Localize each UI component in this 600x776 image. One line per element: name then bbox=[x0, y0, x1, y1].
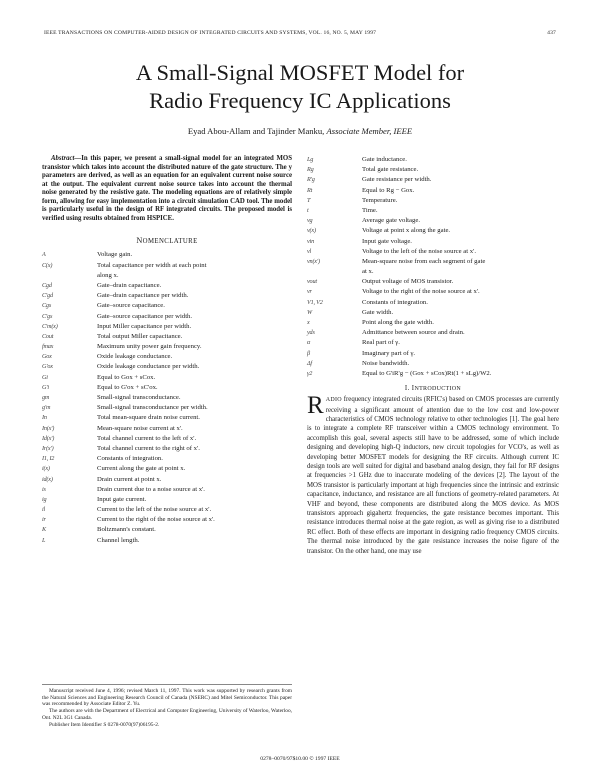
nomenclature-symbol: ig bbox=[42, 495, 47, 503]
nomenclature-symbol: vl bbox=[307, 247, 312, 255]
title-line-1: A Small-Signal MOSFET Model for bbox=[135, 60, 465, 85]
nomenclature-definition: along x. bbox=[97, 271, 119, 279]
nomenclature-symbol: il bbox=[42, 506, 46, 514]
nomenclature-symbol: Δf bbox=[307, 359, 312, 367]
nomenclature-item bbox=[42, 332, 292, 342]
nomenclature-symbol: C'gs bbox=[42, 312, 53, 320]
nomenclature-symbol: C'gd bbox=[42, 292, 53, 300]
dropcap: R bbox=[307, 392, 324, 420]
nomenclature-symbol: vr bbox=[307, 288, 312, 296]
nomenclature-definition: Voltage at point x along the gate. bbox=[362, 227, 451, 235]
nomenclature-symbol: gm bbox=[42, 394, 50, 401]
nomenclature-symbol: Cgd bbox=[42, 281, 52, 289]
nomenclature-symbol: A bbox=[42, 251, 46, 259]
nomenclature-symbol: is bbox=[42, 485, 46, 493]
nomenclature-definition: Maximum unity power gain frequency. bbox=[97, 343, 202, 351]
nomenclature-symbol: R'g bbox=[307, 176, 315, 184]
nomenclature-item bbox=[307, 247, 559, 257]
nomenclature-definition: Small-signal transconductance per width. bbox=[97, 404, 208, 412]
page-number: 437 bbox=[547, 30, 556, 36]
nomenclature-definition: Equal to Rg − Gox. bbox=[362, 186, 415, 194]
nomenclature-symbol: vn(x') bbox=[307, 257, 320, 265]
nomenclature-heading: NOMENCLATURE bbox=[136, 236, 198, 246]
nomenclature-definition: Equal to G'iR'g − (Gox + sCox)Rt(1 + sLg)/W2. bbox=[362, 369, 492, 377]
nomenclature-definition: Constants of integration. bbox=[97, 455, 163, 463]
nomenclature-item bbox=[307, 206, 559, 216]
nomenclature-item bbox=[307, 186, 559, 196]
nomenclature-item bbox=[307, 328, 559, 338]
nomenclature-symbol: Lg bbox=[307, 156, 314, 163]
nomenclature-item bbox=[307, 277, 559, 287]
nomenclature-item bbox=[42, 250, 292, 260]
nomenclature-item bbox=[42, 362, 292, 372]
nomenclature-definition: Output voltage of MOS transistor. bbox=[362, 278, 454, 286]
right-column bbox=[307, 155, 559, 556]
nomenclature-item bbox=[307, 155, 559, 165]
nomenclature-definition: Equal to Gox + sCox. bbox=[97, 373, 156, 381]
nomenclature-definition: Total channel current to the left of x'. bbox=[97, 434, 197, 442]
nomenclature-definition: Gate inductance. bbox=[362, 156, 407, 163]
nomenclature-item bbox=[42, 464, 292, 474]
nomenclature-symbol: α bbox=[307, 339, 311, 347]
nomenclature-definition: Admittance between source and drain. bbox=[362, 329, 465, 337]
nomenclature-symbol: γ2 bbox=[307, 369, 313, 377]
nomenclature-definition: at x. bbox=[362, 268, 374, 276]
nomenclature-symbol: Rt bbox=[307, 186, 313, 194]
author-names: Eyad Abou-Allam and Tajinder Manku, bbox=[187, 126, 325, 136]
nomenclature-item bbox=[42, 281, 292, 291]
nomenclature-definition: Imaginary part of γ. bbox=[362, 349, 416, 357]
nomenclature-item bbox=[307, 226, 559, 236]
journal-citation: IEEE TRANSACTIONS ON COMPUTER-AIDED DESIGN OF INTEGRATED CIRCUITS AND SYSTEMS, VOL. 16, NO. 5, MAY 1997 bbox=[44, 30, 377, 36]
nomenclature-definition: Small-signal transconductance. bbox=[97, 394, 181, 401]
footnote-rule bbox=[42, 684, 292, 685]
nomenclature-symbol: id(x) bbox=[42, 475, 53, 483]
nomenclature-definition: Point along the gate width. bbox=[362, 319, 434, 326]
nomenclature-item bbox=[307, 175, 559, 185]
nomenclature-item bbox=[42, 485, 292, 495]
nomenclature-item bbox=[307, 196, 559, 206]
nomenclature-item bbox=[42, 413, 292, 423]
nomenclature-symbol: Rg bbox=[307, 166, 314, 174]
nomenclature-item bbox=[307, 308, 559, 318]
nomenclature-item bbox=[42, 495, 292, 505]
nomenclature-symbol: i(x) bbox=[42, 465, 50, 473]
nomenclature-definition: Drain current at point x. bbox=[97, 475, 162, 483]
introduction-text: RADIO frequency integrated circuits (RFIC's) based on CMOS processes are currently receiving a significant amount of attention due to the low cost and low-power characteristics of CMOS technology relative to other technologies [1]. The goal here is to integrate a complete RF transceiver within a CMOS technology environment. To accomplish this goal, several aspects still have to be addressed, some of which include designing and developing high-Q inductors, new circuit topologies for VCO's, as well as developing better MOSFET models for designing the RF circuits. Although current IC design tools are well suited for digital and baseband analog design, they fail for RF designs at frequencies >1 GHz due to inaccurate modeling of the devices [2]. The layout of the MOS transistor is particularly important at high frequencies since the intrinsic and extrinsic capacitance, inductance, and resistance are all functions of geometry-related parameters. At VHF and beyond, these components are distributed along the MOS device. As MOS transistors approach gigahertz frequencies, the gate resistance becomes important. This resistance introduces thermal noise at the gate region, as well as giving rise to a distributed RC effect. Both of these effects are important in designing radio frequency CMOS circuits. The thermal noise introduced by the gate resistance increases the noise figure of the transistor. On the other hand, one may use bbox=[307, 392, 560, 555]
nomenclature-definition: Temperature. bbox=[362, 196, 398, 204]
nomenclature-symbol bbox=[307, 267, 362, 277]
left-column bbox=[42, 155, 292, 546]
nomenclature-symbol: v(x) bbox=[307, 227, 316, 235]
nomenclature-definition: Voltage to the left of the noise source at x'. bbox=[362, 247, 476, 255]
nomenclature-definition: Gate–source capacitance. bbox=[97, 302, 165, 310]
nomenclature-symbol: β bbox=[307, 349, 310, 357]
nomenclature-item bbox=[307, 359, 559, 369]
nomenclature-symbol: ir bbox=[42, 516, 46, 524]
nomenclature-symbol: vin bbox=[307, 237, 314, 245]
nomenclature-item bbox=[307, 257, 559, 267]
nomenclature-symbol: G'ox bbox=[42, 363, 53, 371]
nomenclature-item bbox=[42, 352, 292, 362]
nomenclature-definition: Total channel current to the right of x'. bbox=[97, 444, 200, 452]
nomenclature-item bbox=[42, 291, 292, 301]
nomenclature-symbol: x bbox=[307, 319, 310, 326]
nomenclature-item bbox=[42, 271, 292, 281]
nomenclature-symbol: Cout bbox=[42, 332, 54, 340]
nomenclature-item bbox=[42, 475, 292, 485]
nomenclature-item bbox=[307, 338, 559, 348]
nomenclature-symbol: G'i bbox=[42, 383, 49, 391]
nomenclature-symbol: Gi bbox=[42, 373, 48, 381]
nomenclature-definition: Current along the gate at point x. bbox=[97, 465, 186, 473]
nomenclature-item bbox=[42, 536, 292, 546]
nomenclature-definition: Input gate current. bbox=[97, 495, 147, 503]
nomenclature-symbol: In bbox=[42, 414, 47, 422]
nomenclature-symbol: L bbox=[42, 536, 46, 544]
nomenclature-definition: Gate–source capacitance per width. bbox=[97, 312, 193, 320]
nomenclature-item bbox=[307, 165, 559, 175]
nomenclature-definition: Gate width. bbox=[362, 308, 394, 316]
nomenclature-definition: Noise bandwidth. bbox=[362, 359, 410, 367]
nomenclature-definition: Average gate voltage. bbox=[362, 217, 420, 225]
nomenclature-list-left bbox=[42, 250, 292, 545]
nomenclature-definition: Voltage gain. bbox=[97, 251, 133, 259]
nomenclature-definition: Mean-square noise current at x'. bbox=[97, 424, 183, 432]
nomenclature-item bbox=[42, 424, 292, 434]
nomenclature-definition: Gate resistance per width. bbox=[362, 176, 432, 184]
nomenclature-item bbox=[307, 287, 559, 297]
nomenclature-symbol: In(x') bbox=[42, 424, 55, 432]
running-header bbox=[44, 30, 556, 38]
nomenclature-symbol: C'm(x) bbox=[42, 322, 58, 330]
nomenclature-definition: Total mean-square drain noise current. bbox=[97, 414, 200, 422]
nomenclature-symbol: Ir(x') bbox=[42, 444, 54, 452]
abstract bbox=[42, 155, 292, 223]
abstract-text: In this paper, we present a small-signal model for an integrated MOS transistor which takes into account the distributed nature of the gate structure. The y parameters are derived, as well as an equation for an equivalent current noise source at the output. The equivalent current noise source takes into account the thermal noise generated by the resistive gate. The modeling equations are of relatively simple form, allowing for easy implementation into a circuit simulation CAD tool. The model is particularly useful in the design of RF integrated circuits. The proposed model is verified using results obtained from HSPICE. bbox=[42, 155, 292, 222]
nomenclature-definition: Constants of integration. bbox=[362, 298, 428, 306]
nomenclature-definition: Oxide leakage conductance. bbox=[97, 353, 173, 361]
nomenclature-item bbox=[307, 318, 559, 328]
nomenclature-item bbox=[42, 373, 292, 383]
nomenclature-list-right bbox=[307, 155, 559, 379]
nomenclature-item bbox=[307, 349, 559, 359]
nomenclature-definition: Drain current due to a noise source at x'. bbox=[97, 485, 205, 493]
nomenclature-symbol: vg bbox=[307, 217, 313, 225]
nomenclature-item bbox=[42, 393, 292, 403]
nomenclature-item bbox=[307, 298, 559, 308]
nomenclature-definition: Gate–drain capacitance. bbox=[97, 281, 162, 289]
nomenclature-definition: Mean-square noise from each segment of gate bbox=[362, 257, 486, 265]
nomenclature-item bbox=[42, 342, 292, 352]
nomenclature-item bbox=[307, 216, 559, 226]
nomenclature-definition: Total output Miller capacitance. bbox=[97, 332, 183, 340]
nomenclature-symbol: I1, I2 bbox=[42, 455, 55, 463]
copyright-line: 0278–0070/97$10.00 © 1997 IEEE bbox=[260, 756, 340, 762]
nomenclature-definition: Input gate voltage. bbox=[362, 237, 412, 245]
nomenclature-item bbox=[42, 261, 292, 271]
nomenclature-symbol: V1, V2 bbox=[307, 298, 323, 306]
nomenclature-symbol: yds bbox=[307, 329, 315, 337]
nomenclature-item bbox=[42, 312, 292, 322]
nomenclature-symbol bbox=[42, 271, 97, 281]
footnote-manuscript: Manuscript received June 4, 1996; revised March 11, 1997. This work was supported by research grants from the Natural Sciences and Engineering Research Council of Canada (NSERC) and Mitel Semiconductor. This paper was recommended by Associate Editor Z. Yu. bbox=[42, 688, 292, 708]
abstract-lead: Abstract— bbox=[51, 155, 82, 162]
nomenclature-symbol: g'm bbox=[42, 404, 51, 412]
nomenclature-definition: Total capacitance per width at each point bbox=[97, 261, 207, 269]
nomenclature-item bbox=[42, 403, 292, 413]
footnote-affiliation: The authors are with the Department of Electrical and Computer Engineering, University of Waterloo, Waterloo, Ont. N2L 3G1 Canada. bbox=[42, 708, 292, 721]
nomenclature-symbol: Id(x') bbox=[42, 434, 55, 442]
nomenclature-symbol: t bbox=[307, 206, 309, 214]
nomenclature-symbol: C(x) bbox=[42, 261, 53, 269]
nomenclature-definition: Oxide leakage conductance per width. bbox=[97, 363, 200, 371]
nomenclature-symbol: Gox bbox=[42, 353, 52, 361]
introduction-heading: I. INTRODUCTION bbox=[404, 385, 462, 393]
nomenclature-definition: Voltage to the right of the noise source at x'. bbox=[362, 288, 480, 296]
nomenclature-item bbox=[42, 515, 292, 525]
nomenclature-item bbox=[42, 505, 292, 515]
nomenclature-definition: Boltzmann's constant. bbox=[97, 526, 156, 534]
nomenclature-symbol: K bbox=[42, 526, 46, 534]
nomenclature-definition: Channel length. bbox=[97, 536, 140, 544]
nomenclature-symbol: Cgs bbox=[42, 302, 52, 310]
nomenclature-definition: Real part of γ. bbox=[362, 339, 400, 347]
nomenclature-item bbox=[42, 322, 292, 332]
nomenclature-item bbox=[42, 301, 292, 311]
nomenclature-item bbox=[307, 237, 559, 247]
nomenclature-symbol: vout bbox=[307, 278, 317, 286]
nomenclature-definition: Total gate resistance. bbox=[362, 166, 419, 174]
nomenclature-definition: Current to the left of the noise source at x'. bbox=[97, 506, 212, 514]
nomenclature-definition: Gate–drain capacitance per width. bbox=[97, 292, 189, 300]
title-line-2: Radio Frequency IC Applications bbox=[149, 88, 451, 113]
footnote-publisher-id: Publisher Item Identifier S 0278-0070(97)06195-2. bbox=[49, 721, 160, 728]
nomenclature-item bbox=[42, 434, 292, 444]
nomenclature-item bbox=[307, 267, 559, 277]
author-membership: Associate Member, IEEE bbox=[326, 126, 413, 136]
nomenclature-item bbox=[307, 369, 559, 379]
nomenclature-item bbox=[42, 525, 292, 535]
nomenclature-symbol: fmax bbox=[42, 343, 54, 351]
author-line bbox=[60, 126, 540, 136]
nomenclature-definition: Equal to G'ox + sC'ox. bbox=[97, 383, 158, 391]
paper-title bbox=[60, 59, 540, 115]
nomenclature-definition: Input Miller capacitance per width. bbox=[97, 322, 192, 330]
nomenclature-definition: Time. bbox=[362, 206, 378, 214]
nomenclature-symbol: T bbox=[307, 196, 311, 204]
footnote bbox=[42, 688, 292, 728]
nomenclature-definition: Current to the right of the noise source at x'. bbox=[97, 516, 215, 524]
nomenclature-item bbox=[42, 383, 292, 393]
nomenclature-item bbox=[42, 444, 292, 454]
nomenclature-item bbox=[42, 454, 292, 464]
nomenclature-symbol: W bbox=[307, 308, 312, 316]
